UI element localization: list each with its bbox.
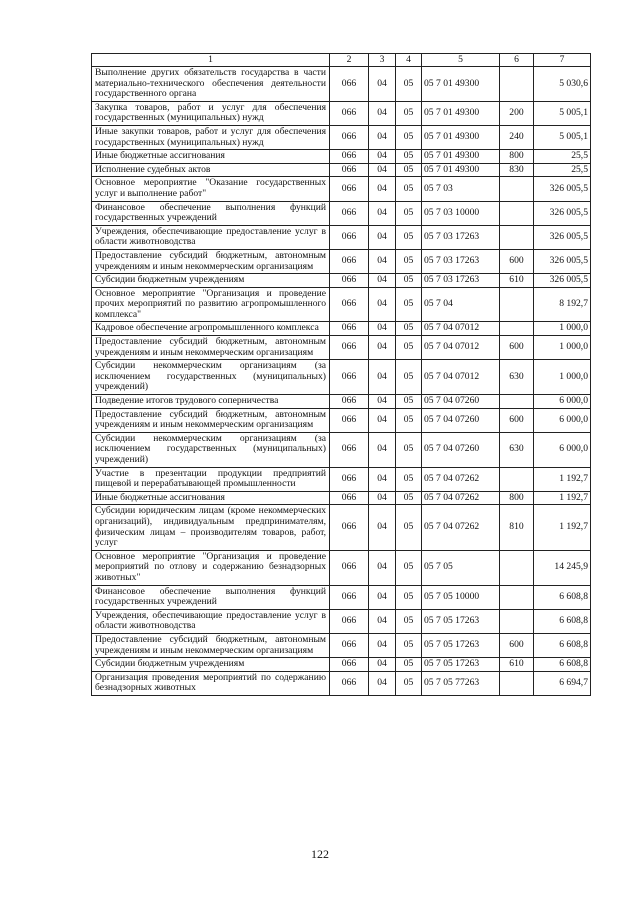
cell-grbs: 066 bbox=[330, 336, 369, 360]
cell-razdel: 04 bbox=[369, 201, 396, 225]
cell-target-article: 05 7 04 07012 bbox=[422, 336, 500, 360]
header-col-2: 2 bbox=[330, 54, 369, 67]
cell-name: Субсидии бюджетным учреждениям bbox=[92, 658, 330, 672]
cell-razdel: 04 bbox=[369, 467, 396, 491]
cell-amount: 326 005,5 bbox=[534, 177, 591, 201]
cell-name: Основное мероприятие "Организация и проведение мероприятий по отлову и содержанию безнадзорных животных" bbox=[92, 550, 330, 585]
cell-name: Подведение итогов трудового соперничества bbox=[92, 395, 330, 409]
cell-target-article: 05 7 01 49300 bbox=[422, 101, 500, 125]
cell-grbs: 066 bbox=[330, 550, 369, 585]
cell-grbs: 066 bbox=[330, 287, 369, 322]
cell-target-article: 05 7 04 07260 bbox=[422, 408, 500, 432]
cell-amount: 1 192,7 bbox=[534, 491, 591, 505]
table-row bbox=[92, 633, 591, 657]
cell-podrazdel: 05 bbox=[396, 67, 422, 102]
cell-target-article: 05 7 05 17263 bbox=[422, 658, 500, 672]
cell-name: Предоставление субсидий бюджетным, автономным учреждениям и иным некоммерческим организациям bbox=[92, 408, 330, 432]
cell-amount: 326 005,5 bbox=[534, 201, 591, 225]
cell-expense-type: 610 bbox=[500, 274, 534, 288]
cell-amount: 6 608,8 bbox=[534, 633, 591, 657]
cell-amount: 5 005,1 bbox=[534, 101, 591, 125]
cell-razdel: 04 bbox=[369, 432, 396, 467]
cell-target-article: 05 7 04 07262 bbox=[422, 505, 500, 550]
cell-expense-type: 610 bbox=[500, 658, 534, 672]
table-row bbox=[92, 408, 591, 432]
cell-grbs: 066 bbox=[330, 395, 369, 409]
table-row bbox=[92, 609, 591, 633]
cell-podrazdel: 05 bbox=[396, 360, 422, 395]
cell-target-article: 05 7 04 bbox=[422, 287, 500, 322]
cell-grbs: 066 bbox=[330, 125, 369, 149]
cell-name: Предоставление субсидий бюджетным, автономным учреждениям и иным некоммерческим организациям bbox=[92, 336, 330, 360]
cell-grbs: 066 bbox=[330, 177, 369, 201]
cell-name: Организация проведения мероприятий по содержанию безнадзорных животных bbox=[92, 671, 330, 695]
cell-grbs: 066 bbox=[330, 225, 369, 249]
header-col-3: 3 bbox=[369, 54, 396, 67]
cell-amount: 25,5 bbox=[534, 163, 591, 177]
cell-target-article: 05 7 04 07262 bbox=[422, 491, 500, 505]
cell-expense-type bbox=[500, 467, 534, 491]
cell-amount: 6 608,8 bbox=[534, 609, 591, 633]
cell-podrazdel: 05 bbox=[396, 150, 422, 164]
cell-target-article: 05 7 05 10000 bbox=[422, 585, 500, 609]
cell-grbs: 066 bbox=[330, 101, 369, 125]
cell-podrazdel: 05 bbox=[396, 274, 422, 288]
cell-target-article: 05 7 03 17263 bbox=[422, 249, 500, 273]
header-col-6: 6 bbox=[500, 54, 534, 67]
cell-grbs: 066 bbox=[330, 274, 369, 288]
cell-razdel: 04 bbox=[369, 550, 396, 585]
table-row bbox=[92, 287, 591, 322]
cell-amount: 1 192,7 bbox=[534, 505, 591, 550]
table-row bbox=[92, 150, 591, 164]
cell-amount: 6 608,8 bbox=[534, 658, 591, 672]
header-col-4: 4 bbox=[396, 54, 422, 67]
cell-razdel: 04 bbox=[369, 287, 396, 322]
budget-table-container bbox=[91, 53, 590, 696]
cell-amount: 14 245,9 bbox=[534, 550, 591, 585]
cell-target-article: 05 7 04 07012 bbox=[422, 360, 500, 395]
table-row bbox=[92, 585, 591, 609]
page-number: 122 bbox=[311, 847, 329, 861]
cell-expense-type: 810 bbox=[500, 505, 534, 550]
cell-amount: 1 192,7 bbox=[534, 467, 591, 491]
cell-expense-type: 600 bbox=[500, 249, 534, 273]
header-col-1: 1 bbox=[92, 54, 330, 67]
cell-razdel: 04 bbox=[369, 360, 396, 395]
table-row bbox=[92, 101, 591, 125]
table-header-row bbox=[92, 54, 591, 67]
cell-name: Иные закупки товаров, работ и услуг для обеспечения государственных (муниципальных) нужд bbox=[92, 125, 330, 149]
cell-podrazdel: 05 bbox=[396, 287, 422, 322]
cell-podrazdel: 05 bbox=[396, 163, 422, 177]
cell-name: Иные бюджетные ассигнования bbox=[92, 491, 330, 505]
cell-razdel: 04 bbox=[369, 225, 396, 249]
cell-target-article: 05 7 05 77263 bbox=[422, 671, 500, 695]
cell-podrazdel: 05 bbox=[396, 225, 422, 249]
cell-razdel: 04 bbox=[369, 505, 396, 550]
cell-target-article: 05 7 03 17263 bbox=[422, 225, 500, 249]
cell-expense-type bbox=[500, 550, 534, 585]
cell-expense-type bbox=[500, 201, 534, 225]
table-row bbox=[92, 671, 591, 695]
cell-grbs: 066 bbox=[330, 249, 369, 273]
cell-expense-type bbox=[500, 322, 534, 336]
cell-podrazdel: 05 bbox=[396, 609, 422, 633]
cell-razdel: 04 bbox=[369, 163, 396, 177]
cell-grbs: 066 bbox=[330, 609, 369, 633]
table-row bbox=[92, 658, 591, 672]
cell-razdel: 04 bbox=[369, 249, 396, 273]
header-col-5: 5 bbox=[422, 54, 500, 67]
cell-name: Кадровое обеспечение агропромышленного комплекса bbox=[92, 322, 330, 336]
cell-amount: 6 694,7 bbox=[534, 671, 591, 695]
cell-expense-type: 830 bbox=[500, 163, 534, 177]
table-row bbox=[92, 550, 591, 585]
table-row bbox=[92, 467, 591, 491]
cell-target-article: 05 7 01 49300 bbox=[422, 150, 500, 164]
cell-podrazdel: 05 bbox=[396, 505, 422, 550]
cell-grbs: 066 bbox=[330, 671, 369, 695]
cell-grbs: 066 bbox=[330, 150, 369, 164]
cell-amount: 326 005,5 bbox=[534, 274, 591, 288]
cell-podrazdel: 05 bbox=[396, 550, 422, 585]
cell-podrazdel: 05 bbox=[396, 585, 422, 609]
cell-name: Субсидии юридическим лицам (кроме некоммерческих организаций), индивидуальным предпринимателям, физическим лицам – производителям товаров, работ, услуг bbox=[92, 505, 330, 550]
cell-razdel: 04 bbox=[369, 609, 396, 633]
budget-table bbox=[91, 53, 591, 696]
cell-expense-type: 630 bbox=[500, 432, 534, 467]
cell-grbs: 066 bbox=[330, 467, 369, 491]
table-row bbox=[92, 432, 591, 467]
cell-razdel: 04 bbox=[369, 274, 396, 288]
cell-name: Субсидии бюджетным учреждениям bbox=[92, 274, 330, 288]
cell-name: Исполнение судебных актов bbox=[92, 163, 330, 177]
cell-amount: 6 608,8 bbox=[534, 585, 591, 609]
cell-razdel: 04 bbox=[369, 395, 396, 409]
cell-grbs: 066 bbox=[330, 322, 369, 336]
cell-expense-type bbox=[500, 225, 534, 249]
cell-grbs: 066 bbox=[330, 491, 369, 505]
cell-amount: 1 000,0 bbox=[534, 322, 591, 336]
cell-target-article: 05 7 01 49300 bbox=[422, 163, 500, 177]
cell-expense-type bbox=[500, 395, 534, 409]
cell-expense-type: 800 bbox=[500, 491, 534, 505]
cell-grbs: 066 bbox=[330, 201, 369, 225]
cell-target-article: 05 7 04 07260 bbox=[422, 432, 500, 467]
cell-podrazdel: 05 bbox=[396, 467, 422, 491]
cell-name: Выполнение других обязательств государства в части материально-технического обеспечения деятельности государственного органа bbox=[92, 67, 330, 102]
cell-podrazdel: 05 bbox=[396, 633, 422, 657]
cell-razdel: 04 bbox=[369, 322, 396, 336]
table-row bbox=[92, 125, 591, 149]
cell-target-article: 05 7 04 07260 bbox=[422, 395, 500, 409]
cell-name: Участие в презентации продукции предприятий пищевой и перерабатывающей промышленности bbox=[92, 467, 330, 491]
cell-expense-type: 630 bbox=[500, 360, 534, 395]
cell-target-article: 05 7 01 49300 bbox=[422, 67, 500, 102]
cell-podrazdel: 05 bbox=[396, 125, 422, 149]
cell-podrazdel: 05 bbox=[396, 177, 422, 201]
cell-amount: 6 000,0 bbox=[534, 432, 591, 467]
cell-razdel: 04 bbox=[369, 336, 396, 360]
table-row bbox=[92, 201, 591, 225]
cell-name: Основное мероприятие "Оказание государственных услуг и выполнение работ" bbox=[92, 177, 330, 201]
cell-target-article: 05 7 05 17263 bbox=[422, 609, 500, 633]
cell-razdel: 04 bbox=[369, 150, 396, 164]
cell-razdel: 04 bbox=[369, 585, 396, 609]
cell-razdel: 04 bbox=[369, 408, 396, 432]
cell-razdel: 04 bbox=[369, 658, 396, 672]
cell-amount: 1 000,0 bbox=[534, 360, 591, 395]
cell-expense-type bbox=[500, 671, 534, 695]
cell-podrazdel: 05 bbox=[396, 658, 422, 672]
cell-expense-type: 800 bbox=[500, 150, 534, 164]
cell-razdel: 04 bbox=[369, 67, 396, 102]
cell-razdel: 04 bbox=[369, 101, 396, 125]
table-row bbox=[92, 249, 591, 273]
cell-target-article: 05 7 03 bbox=[422, 177, 500, 201]
table-row bbox=[92, 360, 591, 395]
cell-target-article: 05 7 03 17263 bbox=[422, 274, 500, 288]
cell-grbs: 066 bbox=[330, 67, 369, 102]
cell-podrazdel: 05 bbox=[396, 432, 422, 467]
cell-amount: 1 000,0 bbox=[534, 336, 591, 360]
cell-amount: 25,5 bbox=[534, 150, 591, 164]
cell-grbs: 066 bbox=[330, 360, 369, 395]
cell-name: Предоставление субсидий бюджетным, автономным учреждениям и иным некоммерческим организациям bbox=[92, 249, 330, 273]
cell-amount: 5 030,6 bbox=[534, 67, 591, 102]
cell-target-article: 05 7 05 17263 bbox=[422, 633, 500, 657]
cell-expense-type: 600 bbox=[500, 633, 534, 657]
cell-name: Субсидии некоммерческим организациям (за исключением государственных (муниципальных) учреждений) bbox=[92, 432, 330, 467]
table-row bbox=[92, 225, 591, 249]
cell-expense-type: 200 bbox=[500, 101, 534, 125]
cell-name: Учреждения, обеспечивающие предоставление услуг в области животноводства bbox=[92, 609, 330, 633]
cell-grbs: 066 bbox=[330, 432, 369, 467]
cell-grbs: 066 bbox=[330, 585, 369, 609]
table-row bbox=[92, 274, 591, 288]
table-row bbox=[92, 67, 591, 102]
table-row bbox=[92, 177, 591, 201]
cell-grbs: 066 bbox=[330, 408, 369, 432]
table-row bbox=[92, 491, 591, 505]
cell-podrazdel: 05 bbox=[396, 395, 422, 409]
cell-name: Финансовое обеспечение выполнения функций государственных учреждений bbox=[92, 201, 330, 225]
cell-name: Финансовое обеспечение выполнения функций государственных учреждений bbox=[92, 585, 330, 609]
cell-grbs: 066 bbox=[330, 633, 369, 657]
cell-name: Субсидии некоммерческим организациям (за исключением государственных (муниципальных) учреждений) bbox=[92, 360, 330, 395]
cell-podrazdel: 05 bbox=[396, 336, 422, 360]
cell-expense-type bbox=[500, 67, 534, 102]
cell-expense-type bbox=[500, 177, 534, 201]
table-row bbox=[92, 395, 591, 409]
cell-podrazdel: 05 bbox=[396, 249, 422, 273]
cell-target-article: 05 7 03 10000 bbox=[422, 201, 500, 225]
cell-name: Иные бюджетные ассигнования bbox=[92, 150, 330, 164]
cell-grbs: 066 bbox=[330, 505, 369, 550]
cell-expense-type: 240 bbox=[500, 125, 534, 149]
cell-expense-type: 600 bbox=[500, 336, 534, 360]
cell-podrazdel: 05 bbox=[396, 322, 422, 336]
cell-grbs: 066 bbox=[330, 658, 369, 672]
table-row bbox=[92, 505, 591, 550]
cell-amount: 326 005,5 bbox=[534, 249, 591, 273]
cell-razdel: 04 bbox=[369, 491, 396, 505]
cell-name: Предоставление субсидий бюджетным, автономным учреждениям и иным некоммерческим организациям bbox=[92, 633, 330, 657]
table-row bbox=[92, 163, 591, 177]
cell-expense-type: 600 bbox=[500, 408, 534, 432]
cell-podrazdel: 05 bbox=[396, 408, 422, 432]
cell-razdel: 04 bbox=[369, 125, 396, 149]
cell-podrazdel: 05 bbox=[396, 671, 422, 695]
cell-expense-type bbox=[500, 609, 534, 633]
cell-target-article: 05 7 01 49300 bbox=[422, 125, 500, 149]
cell-target-article: 05 7 05 bbox=[422, 550, 500, 585]
cell-name: Учреждения, обеспечивающие предоставление услуг в области животноводства bbox=[92, 225, 330, 249]
cell-name: Закупка товаров, работ и услуг для обеспечения государственных (муниципальных) нужд bbox=[92, 101, 330, 125]
cell-amount: 6 000,0 bbox=[534, 408, 591, 432]
cell-grbs: 066 bbox=[330, 163, 369, 177]
cell-amount: 5 005,1 bbox=[534, 125, 591, 149]
cell-razdel: 04 bbox=[369, 633, 396, 657]
header-col-7: 7 bbox=[534, 54, 591, 67]
table-row bbox=[92, 336, 591, 360]
cell-expense-type bbox=[500, 585, 534, 609]
cell-amount: 6 000,0 bbox=[534, 395, 591, 409]
table-body bbox=[92, 67, 591, 696]
cell-razdel: 04 bbox=[369, 671, 396, 695]
cell-target-article: 05 7 04 07012 bbox=[422, 322, 500, 336]
cell-amount: 8 192,7 bbox=[534, 287, 591, 322]
cell-podrazdel: 05 bbox=[396, 101, 422, 125]
cell-razdel: 04 bbox=[369, 177, 396, 201]
table-row bbox=[92, 322, 591, 336]
cell-podrazdel: 05 bbox=[396, 201, 422, 225]
cell-amount: 326 005,5 bbox=[534, 225, 591, 249]
cell-name: Основное мероприятие "Организация и проведение прочих мероприятий по развитию агропромышленного комплекса" bbox=[92, 287, 330, 322]
cell-target-article: 05 7 04 07262 bbox=[422, 467, 500, 491]
cell-podrazdel: 05 bbox=[396, 491, 422, 505]
cell-expense-type bbox=[500, 287, 534, 322]
